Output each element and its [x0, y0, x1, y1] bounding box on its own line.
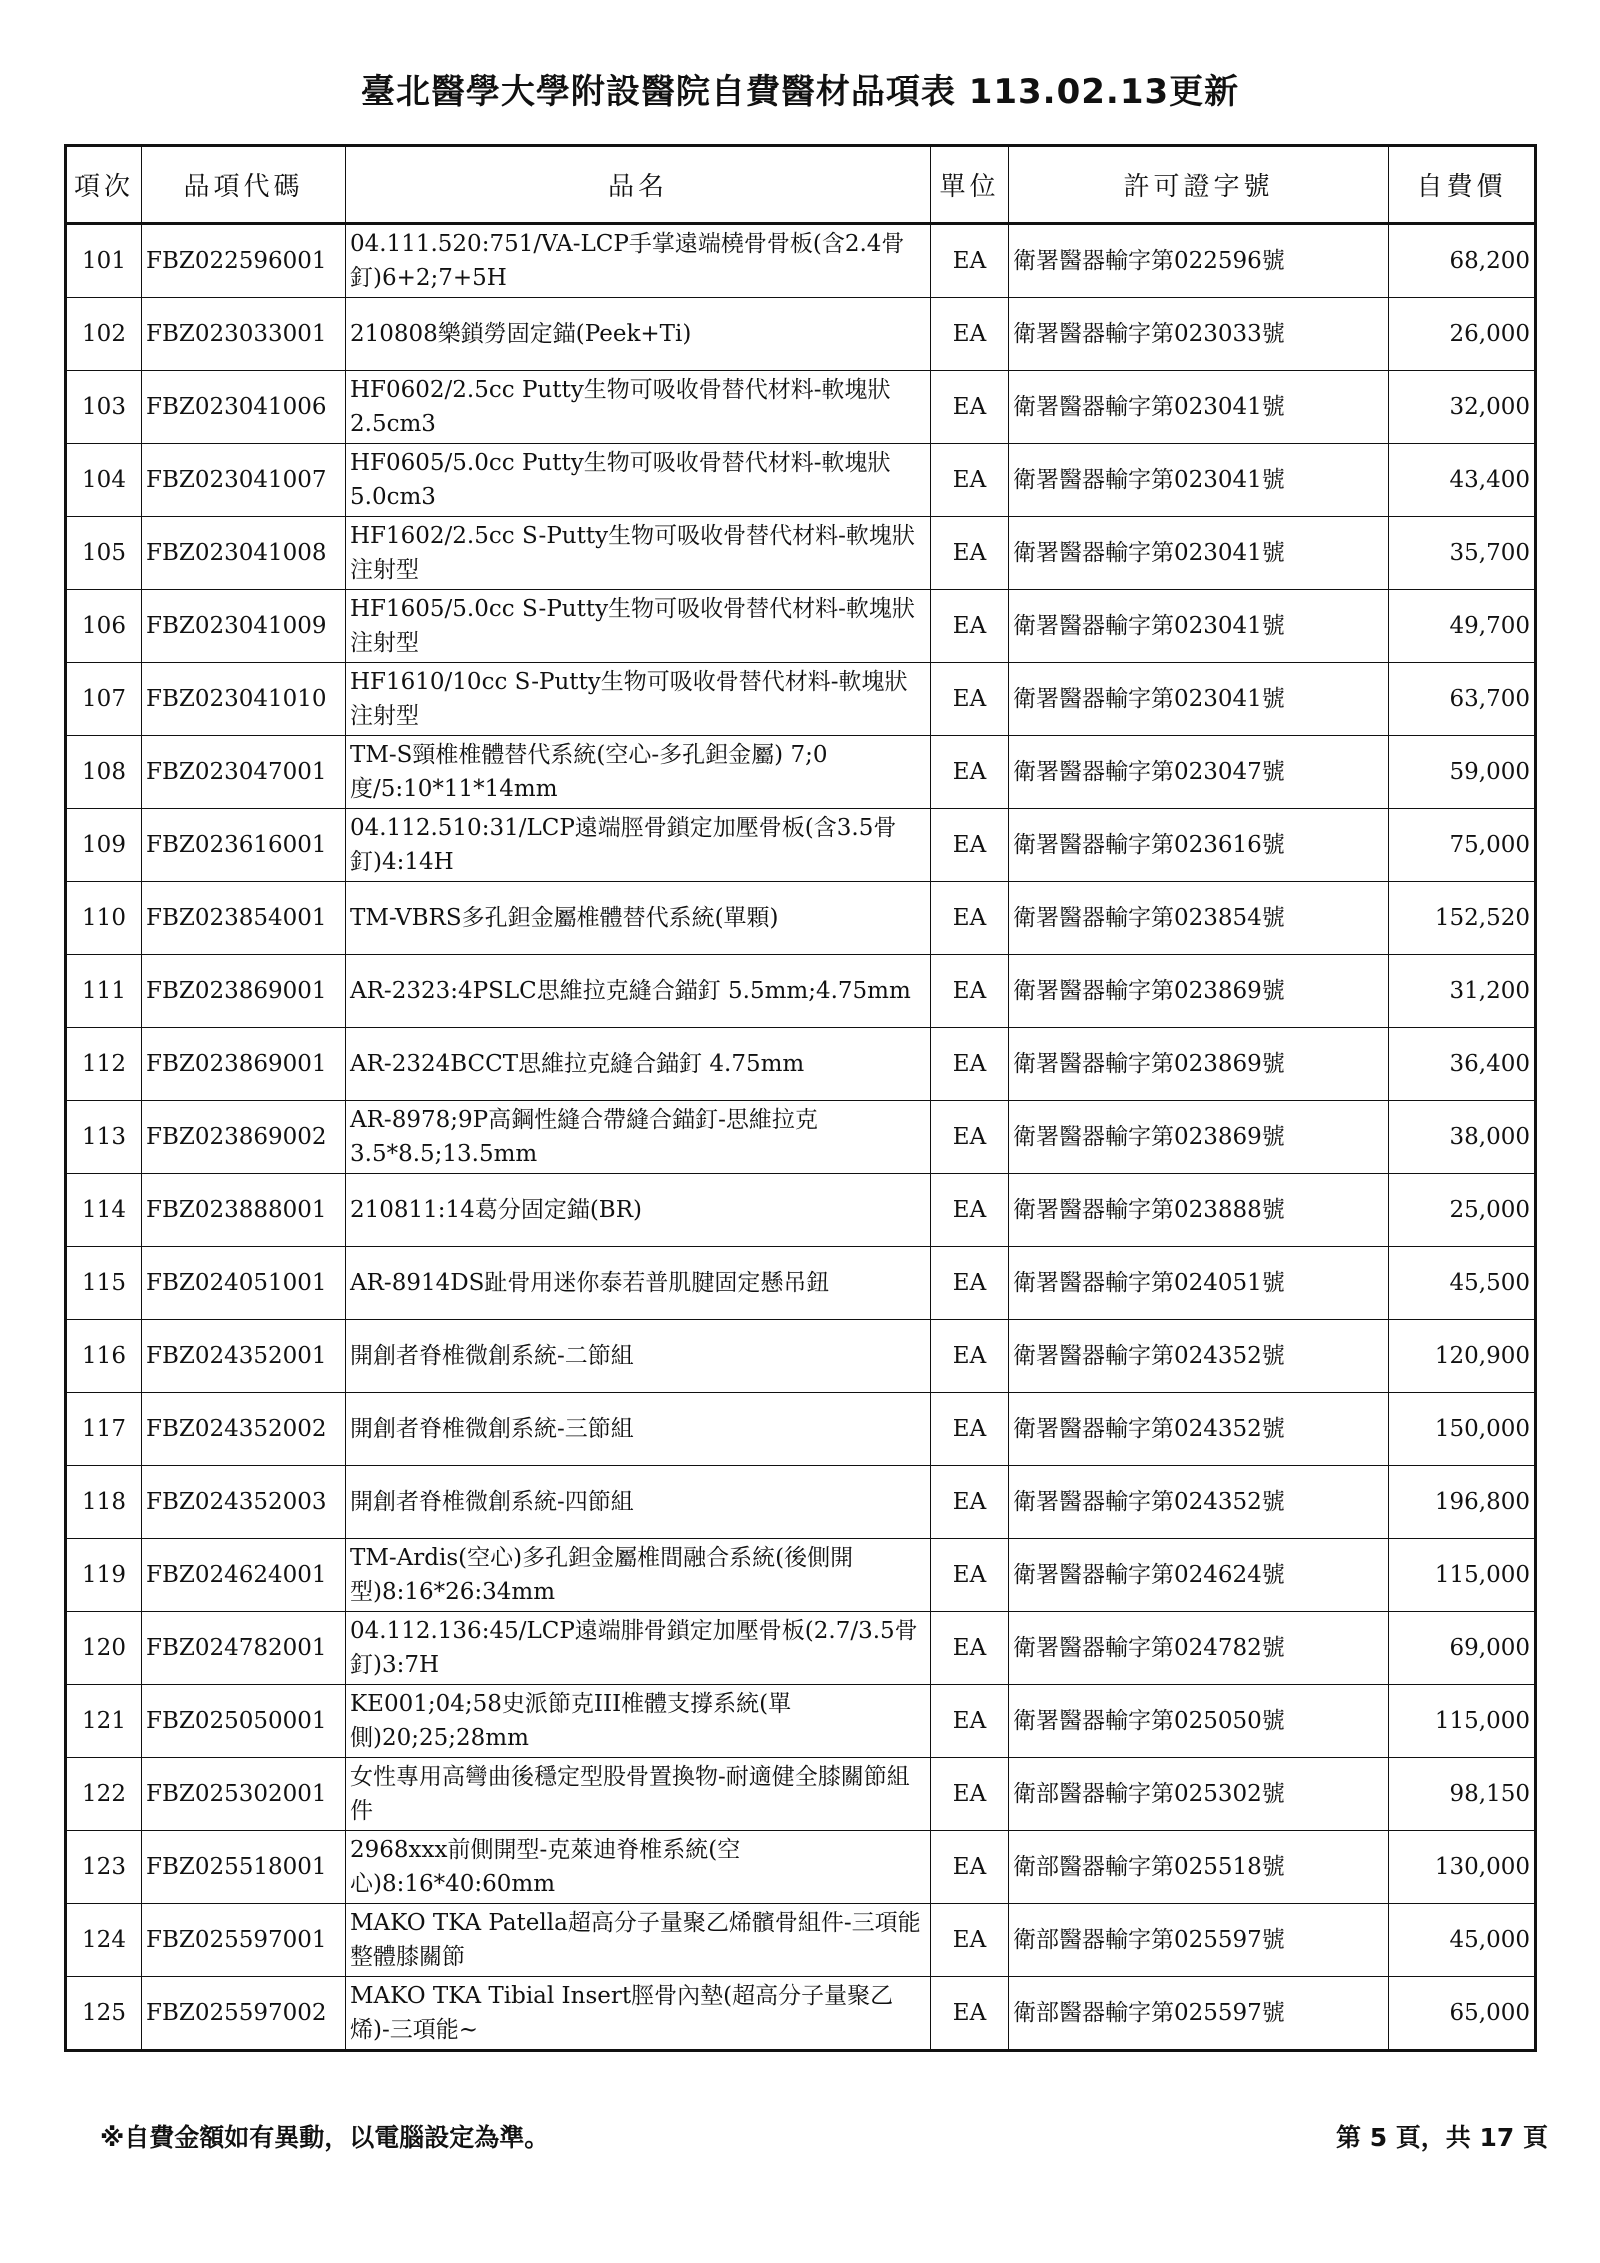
- permit-number-cell: 衛署醫器輸字第024352號: [1009, 1320, 1389, 1393]
- unit-cell: EA: [931, 1466, 1009, 1539]
- item-name-cell: 210811:14葛分固定錨(BR): [346, 1174, 931, 1247]
- unit-cell: EA: [931, 1758, 1009, 1831]
- item-name-cell: AR-2324BCCT思維拉克縫合錨釘 4.75mm: [346, 1028, 931, 1101]
- item-code-cell: FBZ024051001: [142, 1247, 346, 1320]
- unit-cell: EA: [931, 1393, 1009, 1466]
- table-row: [66, 1612, 1536, 1685]
- table-row: [66, 736, 1536, 809]
- permit-number-cell: 衛署醫器輸字第024352號: [1009, 1393, 1389, 1466]
- permit-number-cell: 衛署醫器輸字第024624號: [1009, 1539, 1389, 1612]
- unit-cell: EA: [931, 371, 1009, 444]
- item-code-cell: FBZ025050001: [142, 1685, 346, 1758]
- unit-cell: EA: [931, 1247, 1009, 1320]
- item-name-cell: 開創者脊椎微創系統-三節組: [346, 1393, 931, 1466]
- item-name-cell: KE001;04;58史派節克III椎體支撐系統(單側)20;25;28mm: [346, 1685, 931, 1758]
- permit-number-cell: 衛署醫器輸字第023869號: [1009, 955, 1389, 1028]
- unit-cell: EA: [931, 1028, 1009, 1101]
- unit-cell: EA: [931, 590, 1009, 663]
- price-cell: 26,000: [1389, 298, 1536, 371]
- table-row: [66, 517, 1536, 590]
- table-body: [66, 224, 1536, 2051]
- item-name-cell: AR-8978;9P高鋼性縫合帶縫合錨釘-思維拉克 3.5*8.5;13.5mm: [346, 1101, 931, 1174]
- page-indicator: 第 5 頁，共 17 頁: [1336, 2123, 1548, 2152]
- item-name-cell: 04.112.136:45/LCP遠端腓骨鎖定加壓骨板(2.7/3.5骨釘)3:7H: [346, 1612, 931, 1685]
- item-code-cell: FBZ023869001: [142, 955, 346, 1028]
- table-row: [66, 1174, 1536, 1247]
- permit-number-cell: 衛署醫器輸字第023616號: [1009, 809, 1389, 882]
- item-code-cell: FBZ023041007: [142, 444, 346, 517]
- permit-number-cell: 衛署醫器輸字第023047號: [1009, 736, 1389, 809]
- item-code-cell: FBZ023041010: [142, 663, 346, 736]
- item-code-cell: FBZ023047001: [142, 736, 346, 809]
- item-code-cell: FBZ024352001: [142, 1320, 346, 1393]
- item-name-cell: MAKO TKA Patella超高分子量聚乙烯髕骨組件-三項能整體膝關節: [346, 1904, 931, 1977]
- permit-number-cell: 衛署醫器輸字第023033號: [1009, 298, 1389, 371]
- item-name-cell: TM-Ardis(空心)多孔鉭金屬椎間融合系統(後側開型)8:16*26:34mm: [346, 1539, 931, 1612]
- unit-cell: EA: [931, 1904, 1009, 1977]
- permit-number-cell: 衛部醫器輸字第025518號: [1009, 1831, 1389, 1904]
- price-cell: 65,000: [1389, 1977, 1536, 2051]
- item-code-cell: FBZ024782001: [142, 1612, 346, 1685]
- table-row: [66, 663, 1536, 736]
- item-name-cell: TM-VBRS多孔鉭金屬椎體替代系統(單顆): [346, 882, 931, 955]
- item-name-cell: AR-8914DS趾骨用迷你泰若普肌腱固定懸吊鈕: [346, 1247, 931, 1320]
- item-name-cell: 女性專用高彎曲後穩定型股骨置換物-耐適健全膝關節組件: [346, 1758, 931, 1831]
- unit-cell: EA: [931, 224, 1009, 298]
- price-cell: 115,000: [1389, 1685, 1536, 1758]
- item-number-cell: 114: [66, 1174, 142, 1247]
- item-number-cell: 107: [66, 663, 142, 736]
- item-code-cell: FBZ022596001: [142, 224, 346, 298]
- item-code-cell: FBZ023033001: [142, 298, 346, 371]
- item-number-cell: 103: [66, 371, 142, 444]
- price-cell: 36,400: [1389, 1028, 1536, 1101]
- item-code-cell: FBZ024352002: [142, 1393, 346, 1466]
- price-cell: 68,200: [1389, 224, 1536, 298]
- item-number-cell: 112: [66, 1028, 142, 1101]
- permit-number-cell: 衛署醫器輸字第023869號: [1009, 1028, 1389, 1101]
- item-code-cell: FBZ023041008: [142, 517, 346, 590]
- item-number-cell: 101: [66, 224, 142, 298]
- item-number-cell: 120: [66, 1612, 142, 1685]
- unit-cell: EA: [931, 1831, 1009, 1904]
- item-code-cell: FBZ024624001: [142, 1539, 346, 1612]
- price-cell: 150,000: [1389, 1393, 1536, 1466]
- item-name-cell: HF1610/10cc S-Putty生物可吸收骨替代材料-軟塊狀注射型: [346, 663, 931, 736]
- item-name-cell: 04.111.520:751/VA-LCP手掌遠端橈骨骨板(含2.4骨釘)6+2;7+5H: [346, 224, 931, 298]
- item-code-cell: FBZ025518001: [142, 1831, 346, 1904]
- unit-cell: EA: [931, 1612, 1009, 1685]
- table-row: [66, 882, 1536, 955]
- item-code-cell: FBZ025597002: [142, 1977, 346, 2051]
- permit-number-cell: 衛部醫器輸字第025597號: [1009, 1977, 1389, 2051]
- price-cell: 115,000: [1389, 1539, 1536, 1612]
- item-code-cell: FBZ023041009: [142, 590, 346, 663]
- permit-number-cell: 衛署醫器輸字第025050號: [1009, 1685, 1389, 1758]
- table-row: [66, 1758, 1536, 1831]
- price-cell: 32,000: [1389, 371, 1536, 444]
- table-row: [66, 1685, 1536, 1758]
- item-number-cell: 110: [66, 882, 142, 955]
- unit-cell: EA: [931, 736, 1009, 809]
- unit-cell: EA: [931, 1320, 1009, 1393]
- table-row: [66, 444, 1536, 517]
- unit-cell: EA: [931, 955, 1009, 1028]
- table-row: [66, 1466, 1536, 1539]
- unit-cell: EA: [931, 1977, 1009, 2051]
- price-cell: 120,900: [1389, 1320, 1536, 1393]
- table-row: [66, 809, 1536, 882]
- table-header-row: [66, 146, 1536, 224]
- item-name-cell: HF0605/5.0cc Putty生物可吸收骨替代材料-軟塊狀 5.0cm3: [346, 444, 931, 517]
- price-cell: 196,800: [1389, 1466, 1536, 1539]
- item-code-cell: FBZ025597001: [142, 1904, 346, 1977]
- permit-number-cell: 衛署醫器輸字第023041號: [1009, 517, 1389, 590]
- unit-cell: EA: [931, 663, 1009, 736]
- table-row: [66, 298, 1536, 371]
- price-cell: 75,000: [1389, 809, 1536, 882]
- unit-cell: EA: [931, 298, 1009, 371]
- price-cell: 31,200: [1389, 955, 1536, 1028]
- table-row: [66, 224, 1536, 298]
- item-name-cell: TM-S頸椎椎體替代系統(空心-多孔鉭金屬) 7;0度/5:10*11*14mm: [346, 736, 931, 809]
- table-row: [66, 1977, 1536, 2051]
- item-number-cell: 108: [66, 736, 142, 809]
- price-cell: 63,700: [1389, 663, 1536, 736]
- price-cell: 43,400: [1389, 444, 1536, 517]
- item-code-cell: FBZ025302001: [142, 1758, 346, 1831]
- price-table: [64, 144, 1537, 2052]
- permit-number-cell: 衛署醫器輸字第023041號: [1009, 371, 1389, 444]
- item-number-cell: 119: [66, 1539, 142, 1612]
- item-code-cell: FBZ023854001: [142, 882, 346, 955]
- table-row: [66, 371, 1536, 444]
- page-title: 臺北醫學大學附設醫院自費醫材品項表 113.02.13更新: [360, 72, 1240, 112]
- header-item-name: 品名: [346, 146, 931, 224]
- table-row: [66, 1539, 1536, 1612]
- price-cell: 49,700: [1389, 590, 1536, 663]
- item-number-cell: 106: [66, 590, 142, 663]
- header-permit-no: 許可證字號: [1009, 146, 1389, 224]
- price-cell: 130,000: [1389, 1831, 1536, 1904]
- header-item-no: 項次: [66, 146, 142, 224]
- unit-cell: EA: [931, 1685, 1009, 1758]
- permit-number-cell: 衛部醫器輸字第025597號: [1009, 1904, 1389, 1977]
- table-row: [66, 1320, 1536, 1393]
- item-number-cell: 121: [66, 1685, 142, 1758]
- item-code-cell: FBZ023616001: [142, 809, 346, 882]
- permit-number-cell: 衛署醫器輸字第023041號: [1009, 663, 1389, 736]
- table-row: [66, 1831, 1536, 1904]
- item-name-cell: AR-2323:4PSLC思維拉克縫合錨釘 5.5mm;4.75mm: [346, 955, 931, 1028]
- item-name-cell: 2968xxx前側開型-克萊迪脊椎系統(空心)8:16*40:60mm: [346, 1831, 931, 1904]
- item-number-cell: 124: [66, 1904, 142, 1977]
- unit-cell: EA: [931, 1174, 1009, 1247]
- unit-cell: EA: [931, 1539, 1009, 1612]
- item-name-cell: HF1605/5.0cc S-Putty生物可吸收骨替代材料-軟塊狀注射型: [346, 590, 931, 663]
- table-row: [66, 1904, 1536, 1977]
- header-price: 自費價: [1389, 146, 1536, 224]
- table-row: [66, 1247, 1536, 1320]
- price-cell: 69,000: [1389, 1612, 1536, 1685]
- permit-number-cell: 衛署醫器輸字第023041號: [1009, 590, 1389, 663]
- item-name-cell: HF0602/2.5cc Putty生物可吸收骨替代材料-軟塊狀 2.5cm3: [346, 371, 931, 444]
- table-row: [66, 590, 1536, 663]
- item-code-cell: FBZ023869001: [142, 1028, 346, 1101]
- permit-number-cell: 衛部醫器輸字第025302號: [1009, 1758, 1389, 1831]
- table-row: [66, 955, 1536, 1028]
- item-number-cell: 113: [66, 1101, 142, 1174]
- unit-cell: EA: [931, 517, 1009, 590]
- item-number-cell: 105: [66, 517, 142, 590]
- price-cell: 45,500: [1389, 1247, 1536, 1320]
- item-name-cell: 開創者脊椎微創系統-四節組: [346, 1466, 931, 1539]
- footer-note: ※自費金額如有異動，以電腦設定為準。: [100, 2123, 550, 2152]
- permit-number-cell: 衛署醫器輸字第024352號: [1009, 1466, 1389, 1539]
- item-number-cell: 118: [66, 1466, 142, 1539]
- table-row: [66, 1101, 1536, 1174]
- permit-number-cell: 衛署醫器輸字第024782號: [1009, 1612, 1389, 1685]
- item-number-cell: 116: [66, 1320, 142, 1393]
- item-name-cell: HF1602/2.5cc S-Putty生物可吸收骨替代材料-軟塊狀注射型: [346, 517, 931, 590]
- unit-cell: EA: [931, 1101, 1009, 1174]
- item-code-cell: FBZ023888001: [142, 1174, 346, 1247]
- item-number-cell: 111: [66, 955, 142, 1028]
- item-number-cell: 102: [66, 298, 142, 371]
- item-name-cell: 04.112.510:31/LCP遠端脛骨鎖定加壓骨板(含3.5骨釘)4:14H: [346, 809, 931, 882]
- price-cell: 59,000: [1389, 736, 1536, 809]
- item-name-cell: MAKO TKA Tibial Insert脛骨內墊(超高分子量聚乙烯)-三項能~: [346, 1977, 931, 2051]
- header-unit: 單位: [931, 146, 1009, 224]
- permit-number-cell: 衛署醫器輸字第024051號: [1009, 1247, 1389, 1320]
- permit-number-cell: 衛署醫器輸字第023041號: [1009, 444, 1389, 517]
- unit-cell: EA: [931, 444, 1009, 517]
- permit-number-cell: 衛署醫器輸字第023869號: [1009, 1101, 1389, 1174]
- item-number-cell: 123: [66, 1831, 142, 1904]
- price-cell: 98,150: [1389, 1758, 1536, 1831]
- item-code-cell: FBZ024352003: [142, 1466, 346, 1539]
- price-cell: 45,000: [1389, 1904, 1536, 1977]
- permit-number-cell: 衛署醫器輸字第023854號: [1009, 882, 1389, 955]
- price-cell: 35,700: [1389, 517, 1536, 590]
- item-number-cell: 117: [66, 1393, 142, 1466]
- unit-cell: EA: [931, 809, 1009, 882]
- price-cell: 152,520: [1389, 882, 1536, 955]
- item-number-cell: 125: [66, 1977, 142, 2051]
- item-code-cell: FBZ023869002: [142, 1101, 346, 1174]
- item-number-cell: 122: [66, 1758, 142, 1831]
- item-number-cell: 115: [66, 1247, 142, 1320]
- price-cell: 38,000: [1389, 1101, 1536, 1174]
- item-number-cell: 109: [66, 809, 142, 882]
- permit-number-cell: 衛署醫器輸字第023888號: [1009, 1174, 1389, 1247]
- permit-number-cell: 衛署醫器輸字第022596號: [1009, 224, 1389, 298]
- price-cell: 25,000: [1389, 1174, 1536, 1247]
- item-name-cell: 210808樂鎖勞固定錨(Peek+Ti): [346, 298, 931, 371]
- item-name-cell: 開創者脊椎微創系統-二節組: [346, 1320, 931, 1393]
- unit-cell: EA: [931, 882, 1009, 955]
- table-row: [66, 1028, 1536, 1101]
- item-code-cell: FBZ023041006: [142, 371, 346, 444]
- item-number-cell: 104: [66, 444, 142, 517]
- header-item-code: 品項代碼: [142, 146, 346, 224]
- table-row: [66, 1393, 1536, 1466]
